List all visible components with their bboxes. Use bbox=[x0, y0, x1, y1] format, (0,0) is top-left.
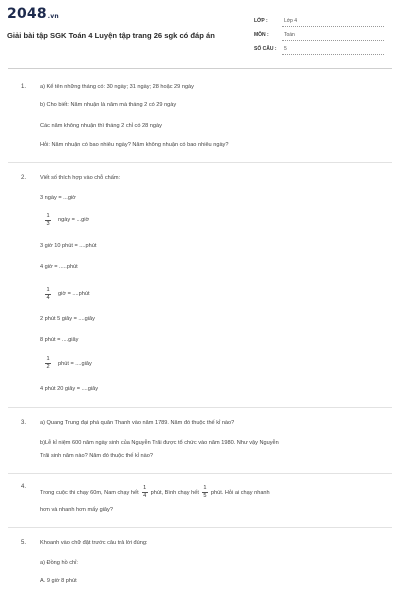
question-2-line-7: 8 phút = ....giây bbox=[40, 337, 79, 343]
question-1-part-b-line2: Các năm không nhuận thì tháng 2 chỉ có 28 ngày bbox=[40, 123, 162, 129]
question-4-text-1: Trong cuộc thi chạy 60m, Nam chạy hết bbox=[40, 489, 139, 496]
question-2-intro: Viết số thích hợp vào chỗ chấm: bbox=[40, 175, 121, 181]
question-4-text-3: phút. Hỏi ai chạy nhanh bbox=[210, 489, 270, 496]
fraction-denominator: 4 bbox=[46, 295, 50, 301]
question-2-line-5: giờ = ....phút bbox=[58, 291, 90, 297]
fraction-numerator: 1 bbox=[46, 213, 50, 219]
question-4-text-2: phút, Bình chạy hết bbox=[150, 489, 199, 496]
question-3-part-b-line1: b)Lễ kỉ niệm 600 năm ngày sinh của Nguyễn Trãi được tổ chức vào năm 1980. Như vậy Nguyễn bbox=[40, 440, 279, 446]
fraction-1-5 bbox=[202, 485, 208, 500]
logo-main: 2048 bbox=[7, 6, 47, 22]
question-2-line-4: 4 giờ = .....phút bbox=[40, 264, 78, 270]
meta-subject-value: Toán bbox=[284, 32, 295, 38]
question-4-number: 4. bbox=[21, 484, 27, 490]
fraction-numerator: 1 bbox=[143, 485, 147, 491]
meta-count-value: 5 bbox=[284, 46, 287, 52]
fraction-denominator: 2 bbox=[46, 364, 50, 370]
question-1-part-b-line3: Hỏi: Năm nhuận có bao nhiêu ngày? Năm không nhuận có bao nhiêu ngày? bbox=[40, 142, 229, 148]
fraction-1-3 bbox=[45, 213, 51, 228]
question-2-number: 2. bbox=[21, 175, 27, 181]
question-1-part-b: b) Cho biết: Năm nhuận là năm mà tháng 2 có 29 ngày bbox=[40, 102, 177, 108]
question-2-line-9: 4 phút 20 giây = ....giây bbox=[40, 386, 98, 392]
fraction-1-4 bbox=[142, 485, 148, 500]
fraction-denominator: 5 bbox=[203, 493, 207, 499]
question-2-line-6: 2 phút 5 giây = ....giây bbox=[40, 316, 95, 322]
page-title: Giải bài tập SGK Toán 4 Luyện tập trang 26 sgk có đáp án bbox=[7, 31, 215, 40]
question-1-number: 1. bbox=[21, 84, 27, 90]
question-2-line-3: 3 giờ 10 phút = ....phút bbox=[40, 243, 97, 249]
question-2-line-8: phút = ....giây bbox=[58, 361, 92, 367]
meta-subject-label: MÔN : bbox=[254, 32, 269, 38]
question-5-part-a: a) Đồng hồ chỉ: bbox=[40, 560, 78, 566]
question-separator bbox=[8, 162, 392, 163]
question-4-line-2: hơn và nhanh hơn mấy giây? bbox=[40, 507, 113, 513]
logo-suffix: .vn bbox=[47, 13, 59, 20]
question-3-part-a: a) Quang Trung đại phá quân Thanh vào năm 1789. Năm đó thuộc thế kỉ nào? bbox=[40, 420, 235, 426]
fraction-1-2 bbox=[45, 356, 51, 371]
question-5-option-a[interactable]: A. 9 giờ 8 phút bbox=[40, 578, 77, 584]
meta-class-value: Lớp 4 bbox=[284, 18, 298, 24]
question-3-number: 3. bbox=[21, 420, 27, 426]
question-3-part-b-line2: Trãi sinh năm nào? Năm đó thuộc thế kỉ nào? bbox=[40, 453, 153, 459]
question-2-line-2: ngày = ...giờ bbox=[58, 217, 90, 223]
question-separator bbox=[8, 473, 392, 474]
fraction-numerator: 1 bbox=[46, 356, 50, 362]
question-separator bbox=[8, 407, 392, 408]
meta-count-label: SỐ CÂU : bbox=[254, 46, 277, 52]
fraction-denominator: 3 bbox=[46, 221, 50, 227]
question-separator bbox=[8, 527, 392, 528]
meta-class-label: LỚP : bbox=[254, 18, 268, 24]
fraction-denominator: 4 bbox=[143, 493, 147, 499]
fraction-numerator: 1 bbox=[46, 287, 50, 293]
question-1-part-a: a) Kể tên những tháng có: 30 ngày; 31 ngày; 28 hoặc 29 ngày bbox=[40, 84, 194, 90]
fraction-numerator: 1 bbox=[203, 485, 207, 491]
question-5-intro: Khoanh vào chữ đặt trước câu trả lời đúng: bbox=[40, 540, 148, 546]
question-2-line-1: 3 ngày = ...giờ bbox=[40, 195, 76, 201]
question-4-line-1 bbox=[40, 485, 270, 500]
fraction-1-4 bbox=[45, 287, 51, 302]
question-5-number: 5. bbox=[21, 540, 27, 546]
